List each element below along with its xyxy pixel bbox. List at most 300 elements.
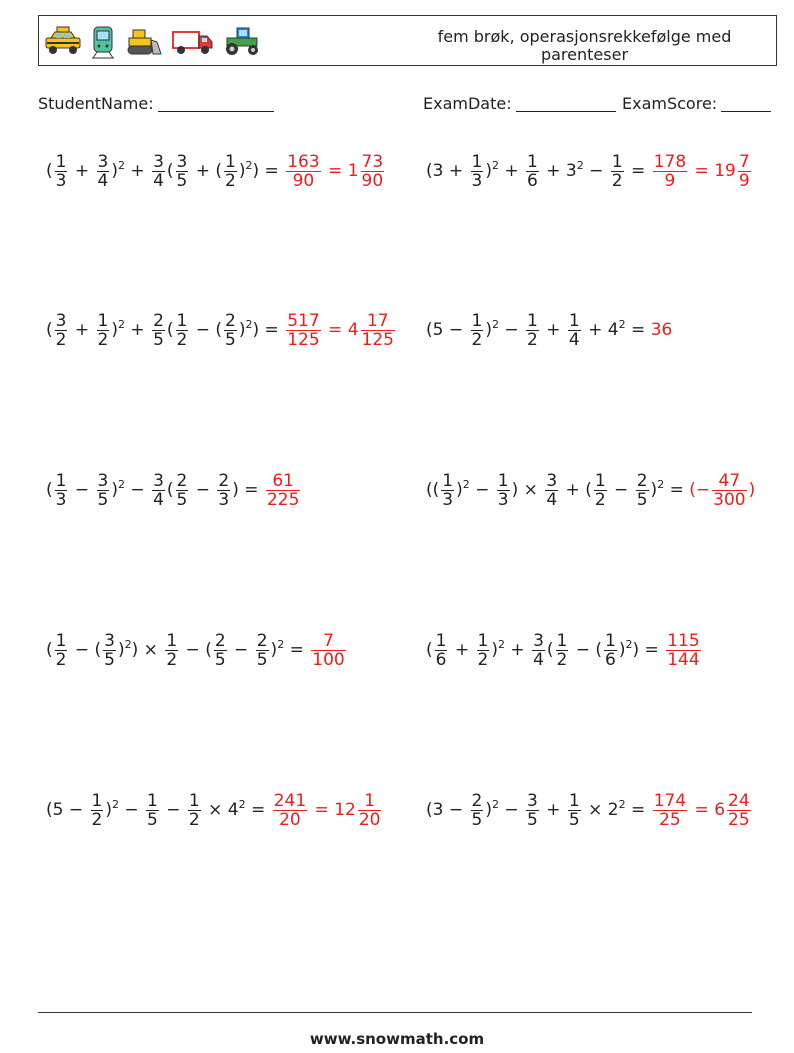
exponent: 2 (491, 797, 499, 811)
denominator: 2 (225, 170, 236, 191)
answer (651, 792, 753, 829)
exponent: 2 (118, 477, 125, 491)
fraction (636, 472, 649, 509)
denominator: 4 (568, 329, 580, 350)
denominator: 5 (256, 649, 268, 670)
operator-text: − (469, 480, 495, 500)
numerator: 7 (323, 630, 334, 651)
denominator: 3 (55, 489, 67, 510)
operator-text: + (498, 161, 525, 181)
operator-text: ) (748, 480, 756, 500)
numerator: 1 (527, 310, 538, 331)
exponent: 2 (618, 317, 626, 331)
fraction (286, 153, 320, 190)
operator-text: − ( (69, 640, 102, 660)
fraction (471, 792, 484, 829)
operator-text: = 6 (689, 800, 726, 820)
operator-text: = (664, 480, 690, 500)
exam-date-line[interactable] (516, 95, 616, 112)
fraction (55, 632, 68, 669)
fraction (176, 153, 189, 190)
operator-text: ) (456, 480, 463, 500)
operator-text: ) (485, 161, 492, 181)
denominator: 6 (605, 649, 616, 670)
operator-text: ( (46, 640, 53, 660)
denominator: 4 (153, 170, 164, 191)
operator-text: ) (491, 640, 498, 660)
fraction (568, 312, 581, 349)
denominator: 125 (361, 329, 394, 350)
fraction (358, 792, 382, 829)
operator-text: ) (238, 161, 246, 181)
operator-text: − (190, 480, 216, 500)
operator-text: ) (111, 320, 118, 340)
problem-7 (46, 625, 348, 675)
denominator: 2 (55, 649, 67, 670)
fraction (256, 632, 269, 669)
numerator: 1 (147, 790, 158, 811)
numerator: 1 (97, 310, 109, 331)
answer (284, 153, 386, 190)
numerator: 1 (497, 470, 509, 491)
operator-text: (3 + (426, 161, 469, 181)
operator-text: = (245, 800, 271, 820)
denominator: 6 (435, 649, 447, 670)
fraction (286, 312, 320, 349)
fraction (653, 153, 687, 190)
denominator: 3 (442, 489, 454, 510)
numerator: 61 (272, 470, 294, 491)
denominator: 4 (533, 649, 544, 670)
fraction (55, 472, 68, 509)
operator-text: + 4 (582, 320, 619, 340)
denominator: 5 (97, 489, 109, 510)
numerator: 2 (256, 630, 268, 651)
numerator: 163 (287, 151, 320, 172)
numerator: 517 (287, 310, 320, 331)
operator-text: = 19 (689, 161, 736, 181)
numerator: 17 (366, 310, 389, 331)
exam-date-label: ExamDate: (423, 94, 512, 113)
numerator: 1 (364, 790, 376, 811)
denominator: 5 (147, 809, 158, 830)
operator-text: ( (166, 161, 174, 181)
denominator: 2 (594, 489, 606, 510)
fraction (653, 792, 687, 829)
fraction (604, 632, 617, 669)
denominator: 3 (471, 170, 483, 191)
numerator: 1 (225, 151, 236, 172)
operator-text: − (125, 480, 151, 500)
student-name-label: StudentName: (38, 94, 154, 113)
exponent: 2 (245, 158, 253, 172)
fraction (712, 472, 746, 509)
truck-icon (171, 24, 215, 58)
numerator: 3 (527, 790, 538, 811)
numerator: 3 (97, 470, 109, 491)
operator-text: − (69, 480, 95, 500)
fraction (165, 632, 178, 669)
page-title: fem brøk, operasjonsrekkefølge med parenteser (437, 27, 732, 64)
exponent: 2 (111, 797, 119, 811)
operator-text: = 1 (322, 161, 359, 181)
denominator: 5 (104, 649, 115, 670)
taxi-icon (43, 24, 83, 58)
fraction (361, 153, 385, 190)
denominator: 9 (738, 170, 750, 191)
denominator: 5 (527, 809, 538, 830)
denominator: 5 (214, 649, 226, 670)
numerator: 3 (104, 630, 115, 651)
fraction (176, 312, 189, 349)
exam-date-field[interactable] (423, 94, 616, 113)
fraction (152, 472, 165, 509)
fraction (103, 632, 116, 669)
operator-text: (5 − (46, 800, 89, 820)
operator-text: (− (689, 480, 711, 500)
operator-text: ( (46, 320, 53, 340)
operator-text: + (540, 800, 566, 820)
fraction (471, 312, 484, 349)
operator-text: + (540, 320, 566, 340)
numerator: 178 (653, 151, 687, 172)
fraction (214, 632, 227, 669)
denominator: 2 (55, 329, 67, 350)
denominator: 2 (166, 649, 178, 670)
tram-icon (89, 24, 117, 60)
denominator: 90 (292, 170, 315, 191)
operator-text: × 4 (202, 800, 239, 820)
operator-text: ) × (511, 480, 544, 500)
problem-10 (426, 785, 753, 835)
fraction (55, 153, 68, 190)
denominator: 6 (527, 170, 538, 191)
exponent: 2 (576, 158, 584, 172)
student-name-line[interactable] (158, 95, 274, 112)
operator-text: + (69, 320, 95, 340)
numerator: 3 (533, 630, 544, 651)
footer-url[interactable]: www.snowmath.com (309, 1030, 485, 1048)
denominator: 100 (312, 649, 345, 670)
fraction (497, 472, 510, 509)
denominator: 5 (153, 329, 164, 350)
numerator: 1 (435, 630, 447, 651)
denominator: 3 (497, 489, 509, 510)
numerator: 1 (188, 790, 200, 811)
operator-text: ) = (252, 320, 285, 340)
problem-2 (426, 146, 753, 196)
fraction (738, 153, 751, 190)
operator-text: (3 − (426, 800, 469, 820)
numerator: 3 (546, 470, 558, 491)
operator-text: (( (426, 480, 440, 500)
fraction (273, 792, 307, 829)
numerator: 3 (97, 151, 109, 172)
fraction (526, 153, 539, 190)
operator-text: − (160, 800, 186, 820)
numerator: 1 (471, 310, 483, 331)
operator-text: − (583, 161, 609, 181)
denominator: 9 (664, 170, 676, 191)
fraction (188, 792, 201, 829)
fraction (97, 472, 110, 509)
operator-text: ) (238, 320, 246, 340)
fraction (55, 312, 68, 349)
operator-text: − ( (180, 640, 212, 660)
operator-text: ( (426, 640, 433, 660)
numerator: 1 (55, 630, 67, 651)
numerator: 1 (605, 630, 616, 651)
numerator: 3 (55, 310, 67, 331)
operator-text: − ( (190, 320, 223, 340)
denominator: 5 (225, 329, 236, 350)
operator-text: ) = (632, 640, 665, 660)
denominator: 20 (279, 809, 301, 830)
denominator: 125 (287, 329, 320, 350)
numerator: 2 (218, 470, 230, 491)
exponent: 2 (491, 317, 499, 331)
numerator: 1 (55, 470, 67, 491)
fraction (532, 632, 545, 669)
numerator: 174 (653, 790, 687, 811)
fraction (146, 792, 159, 829)
operator-text: ( (46, 161, 53, 181)
fraction (556, 632, 569, 669)
operator-text: ) × (131, 640, 164, 660)
numerator: 2 (636, 470, 648, 491)
denominator: 25 (728, 809, 750, 830)
numerator: 1 (442, 470, 454, 491)
numerator: 73 (361, 151, 384, 172)
bulldozer-icon (123, 24, 165, 58)
exam-score-label: ExamScore: (622, 94, 718, 113)
fraction (97, 312, 110, 349)
fraction (152, 153, 165, 190)
operator-text: ) (618, 640, 626, 660)
operator-text: ) = (252, 161, 285, 181)
operator-text: + ( (560, 480, 592, 500)
exponent: 2 (277, 637, 285, 651)
exponent: 2 (118, 317, 125, 331)
denominator: 2 (91, 809, 103, 830)
operator-text: ) (111, 161, 118, 181)
denominator: 2 (471, 329, 483, 350)
numerator: 1 (594, 470, 606, 491)
answer (651, 320, 673, 340)
operator-text: ) (117, 640, 125, 660)
tractor-icon (221, 24, 263, 58)
numerator: 2 (471, 790, 483, 811)
numerator: 24 (728, 790, 750, 811)
exponent: 2 (625, 637, 633, 651)
operator-text: ( (166, 480, 174, 500)
fraction (727, 792, 751, 829)
operator-text: + (125, 320, 151, 340)
numerator: 1 (91, 790, 103, 811)
operator-text: = (625, 320, 651, 340)
operator-text: + (69, 161, 95, 181)
exponent: 2 (245, 317, 253, 331)
operator-text: (5 − (426, 320, 469, 340)
problem-4 (426, 305, 672, 355)
fraction (568, 792, 581, 829)
denominator: 225 (266, 489, 300, 510)
operator-text: + (449, 640, 475, 660)
numerator: 2 (176, 470, 188, 491)
fraction (97, 153, 110, 190)
exponent: 2 (118, 158, 125, 172)
operator-text: − (498, 320, 525, 340)
answer (264, 472, 302, 509)
operator-text: ) (650, 480, 658, 500)
operator-text: ) (111, 480, 118, 500)
numerator: 1 (527, 151, 538, 172)
exponent: 2 (498, 637, 505, 651)
header-box (38, 15, 777, 66)
answer (689, 472, 755, 509)
numerator: 1 (471, 151, 483, 172)
operator-text: = (625, 800, 651, 820)
fraction (526, 792, 539, 829)
exponent: 2 (491, 158, 499, 172)
numerator: 1 (556, 630, 568, 651)
denominator: 2 (176, 329, 188, 350)
fraction (91, 792, 104, 829)
operator-text: + ( (190, 161, 223, 181)
problem-9 (46, 785, 383, 835)
operator-text: = 4 (322, 320, 359, 340)
fraction (152, 312, 165, 349)
operator-text: ) (485, 800, 492, 820)
exponent: 2 (238, 797, 246, 811)
numerator: 3 (153, 470, 164, 491)
denominator: 5 (176, 170, 188, 191)
denominator: 300 (713, 489, 746, 510)
numerator: 2 (225, 310, 236, 331)
operator-text: ) (270, 640, 278, 660)
fraction (266, 472, 300, 509)
denominator: 144 (667, 649, 700, 670)
answer (271, 792, 384, 829)
operator-text: − ( (570, 640, 603, 660)
fraction (361, 312, 395, 349)
denominator: 90 (361, 170, 384, 191)
denominator: 3 (55, 170, 67, 191)
fraction (666, 632, 700, 669)
exponent: 2 (657, 477, 665, 491)
problem-5 (46, 465, 302, 515)
operator-text: 36 (650, 320, 673, 340)
exam-score-line[interactable] (721, 95, 771, 112)
problem-1 (46, 146, 386, 196)
operator-text: ( (166, 320, 174, 340)
numerator: 1 (568, 310, 580, 331)
fraction (594, 472, 607, 509)
numerator: 7 (738, 151, 750, 172)
numerator: 1 (55, 151, 67, 172)
denominator: 2 (556, 649, 568, 670)
operator-text: + 3 (540, 161, 577, 181)
operator-text: − (228, 640, 254, 660)
answer (284, 312, 397, 349)
denominator: 2 (97, 329, 109, 350)
fraction (545, 472, 558, 509)
operator-text: + (125, 161, 151, 181)
fraction (176, 472, 189, 509)
fraction (224, 153, 237, 190)
numerator: 3 (176, 151, 188, 172)
exponent: 2 (618, 797, 626, 811)
denominator: 2 (477, 649, 489, 670)
fraction (224, 312, 237, 349)
denominator: 20 (358, 809, 381, 830)
operator-text: ) (485, 320, 492, 340)
denominator: 4 (153, 489, 164, 510)
numerator: 2 (153, 310, 164, 331)
denominator: 2 (188, 809, 200, 830)
denominator: 2 (527, 329, 538, 350)
operator-text: = (625, 161, 651, 181)
exponent: 2 (124, 637, 132, 651)
fraction (611, 153, 624, 190)
denominator: 4 (97, 170, 109, 191)
numerator: 241 (273, 790, 307, 811)
footer-divider (38, 1012, 752, 1013)
fraction (526, 312, 539, 349)
fraction (471, 153, 484, 190)
student-name-field[interactable] (38, 94, 274, 113)
denominator: 5 (176, 489, 188, 510)
numerator: 3 (153, 151, 164, 172)
denominator: 25 (659, 809, 681, 830)
fraction (311, 632, 345, 669)
fraction (477, 632, 490, 669)
operator-text: = (284, 640, 310, 660)
operator-text: − (498, 800, 525, 820)
vehicle-icons (43, 24, 263, 60)
numerator: 115 (667, 630, 700, 651)
numerator: 1 (176, 310, 188, 331)
fraction (217, 472, 230, 509)
problem-3 (46, 305, 397, 355)
numerator: 1 (477, 630, 489, 651)
operator-text: + (505, 640, 531, 660)
denominator: 4 (546, 489, 558, 510)
fraction (441, 472, 454, 509)
denominator: 5 (568, 809, 580, 830)
operator-text: ) = (232, 480, 264, 500)
answer (309, 632, 347, 669)
denominator: 2 (611, 170, 623, 191)
numerator: 1 (166, 630, 178, 651)
denominator: 5 (471, 809, 483, 830)
denominator: 5 (636, 489, 648, 510)
numerator: 1 (568, 790, 580, 811)
fraction (435, 632, 448, 669)
numerator: 1 (611, 151, 623, 172)
operator-text: = 12 (309, 800, 356, 820)
operator-text: ( (546, 640, 554, 660)
exam-score-field[interactable] (622, 94, 771, 113)
problem-6 (426, 465, 755, 515)
operator-text: ( (46, 480, 53, 500)
operator-text: ) (105, 800, 112, 820)
denominator: 3 (218, 489, 230, 510)
numerator: 47 (718, 470, 741, 491)
operator-text: × 2 (582, 800, 619, 820)
answer (664, 632, 702, 669)
operator-text: − (608, 480, 634, 500)
